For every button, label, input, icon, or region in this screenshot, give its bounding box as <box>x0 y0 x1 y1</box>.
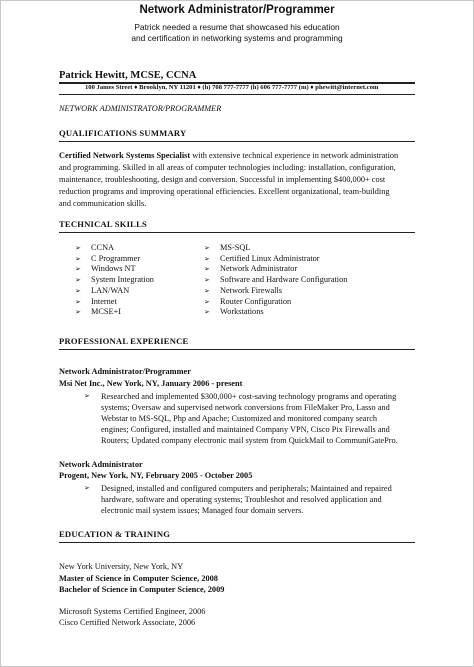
qualifications-line: reduction programs and improving operational efficiencies. Excellent organizational, team-building <box>59 187 390 196</box>
education-school: New York University, New York, NY <box>59 562 184 571</box>
arrow-bullet-icon: ➢ <box>75 308 81 317</box>
arrow-bullet-icon: ➢ <box>75 254 81 263</box>
qualifications-line: maintenance, troubleshooting, design and conversion. Successful in implementing $400,000+ cost <box>59 175 386 184</box>
skill-label: C Programmer <box>91 253 141 263</box>
contact-divider <box>59 94 415 95</box>
skill-label: Internet <box>91 296 117 306</box>
skill-label: Certified Linux Administrator <box>220 253 320 263</box>
arrow-bullet-icon: ➢ <box>75 286 81 295</box>
qualifications-lead: Certified Network Systems Specialist <box>59 151 191 160</box>
skill-item <box>204 254 404 265</box>
skill-label: Windows NT <box>91 264 136 274</box>
experience-heading: PROFESSIONAL EXPERIENCE <box>59 336 189 346</box>
qualifications-line: and programming. Skilled in all areas of computer technologies including: installation, configuration, <box>59 163 396 172</box>
candidate-name: Patrick Hewitt, MCSE, CCNA <box>59 70 197 81</box>
duty-line: Webstar to MS-SQL, Php and Apache; Customized and monitored company search <box>101 414 378 423</box>
qualifications-line: and communication skills. <box>59 199 147 208</box>
arrow-bullet-icon: ➢ <box>84 484 90 492</box>
qualifications-divider <box>59 141 415 142</box>
sample-title: Network Administrator/Programmer <box>139 4 335 16</box>
duty-line: systems; Oversaw and supervised network conversions from FileMaker Pro, Lasso and <box>101 403 390 412</box>
arrow-bullet-icon: ➢ <box>204 297 210 306</box>
arrow-bullet-icon: ➢ <box>84 392 90 400</box>
certification: Microsoft Systems Certified Engineer, 2006 <box>59 607 206 616</box>
skills-heading: TECHNICAL SKILLS <box>59 219 147 229</box>
experience-divider <box>59 349 415 350</box>
education-degree: Bachelor of Science in Computer Science, 2009 <box>59 585 225 594</box>
skill-label: Network Administrator <box>220 264 298 274</box>
skill-label: MCSE+I <box>91 307 122 317</box>
skill-label: Router Configuration <box>220 296 292 306</box>
qualifications-text: with extensive technical experience in network administration <box>192 151 399 160</box>
skills-divider <box>59 232 415 233</box>
job-duties-text <box>101 483 421 516</box>
arrow-bullet-icon: ➢ <box>75 276 81 285</box>
qualifications-line <box>59 150 419 162</box>
job-duties <box>86 483 421 517</box>
sample-subtitle-line2: and certification in networking systems and programming <box>131 33 343 43</box>
skill-item <box>204 286 404 297</box>
duty-line: engines; Configured, installed and maintained Company VPN, Cisco Pix Firewalls and <box>101 425 390 434</box>
arrow-bullet-icon: ➢ <box>204 308 210 317</box>
skill-item <box>204 264 404 275</box>
arrow-bullet-icon: ➢ <box>75 244 81 252</box>
job-company: Progent, New York, NY, February 2005 - October 2005 <box>59 471 253 480</box>
skill-item <box>204 297 404 308</box>
skill-item <box>204 275 404 286</box>
skill-label: MS-SQL <box>220 243 251 252</box>
education-divider <box>59 542 415 543</box>
arrow-bullet-icon: ➢ <box>204 244 210 252</box>
skill-label: Workstations <box>220 307 264 317</box>
skill-item <box>204 243 404 254</box>
education-degree: Master of Science in Computer Science, 2008 <box>59 574 218 583</box>
certification: Cisco Certified Network Associate, 2006 <box>59 618 196 627</box>
skill-label: Network Firewalls <box>220 285 282 295</box>
education-heading: EDUCATION & TRAINING <box>59 529 171 539</box>
arrow-bullet-icon: ➢ <box>75 265 81 274</box>
skill-label: CCNA <box>91 243 115 252</box>
duty-line: Routers; Updated company electronic mail system from QuickMail to CommuniGatePro. <box>101 436 398 445</box>
job-title: Network Administrator <box>59 460 143 469</box>
arrow-bullet-icon: ➢ <box>204 276 210 285</box>
sample-subtitle-line1: Patrick needed a resume that showcased his education <box>134 22 340 32</box>
skill-item <box>204 307 404 318</box>
qualifications-heading: QUALIFICATIONS SUMMARY <box>59 128 187 138</box>
qualifications-summary <box>59 150 419 210</box>
arrow-bullet-icon: ➢ <box>75 297 81 306</box>
skill-label: LAN/WAN <box>91 285 130 295</box>
duty-line: electronic mail system issues; Managed four domain servers. <box>101 506 304 515</box>
job-duties-text <box>101 391 421 446</box>
arrow-bullet-icon: ➢ <box>204 286 210 295</box>
duty-line: Designed, installed and configured computers and peripherals; Maintained and repaired <box>101 484 392 493</box>
skill-label: Software and Hardware Configuration <box>220 275 348 285</box>
arrow-bullet-icon: ➢ <box>204 265 210 274</box>
arrow-bullet-icon: ➢ <box>204 254 210 263</box>
skill-label: System Integration <box>91 275 154 285</box>
job-company: Msi Net Inc., New York, NY, January 2006 - present <box>59 379 243 388</box>
duty-line: hardware, software and operating systems; Troubleshot and resolved application and <box>101 495 382 504</box>
job-duties <box>86 391 421 447</box>
contact-line: 100 James Street ♦ Brooklyn, NY 11201 ♦ (h) 708 777-7777 (h) 606 777-7777 (m) ♦ phewitt@internet.com <box>85 84 379 91</box>
objective-title: NETWORK ADMINISTRATOR/PROGRAMMER <box>59 104 222 113</box>
job-title: Network Administrator/Programmer <box>59 367 191 376</box>
skills-list-right <box>204 243 404 318</box>
duty-line: Researched and implemented $300,000+ cost-saving technology programs and operating <box>101 392 397 401</box>
